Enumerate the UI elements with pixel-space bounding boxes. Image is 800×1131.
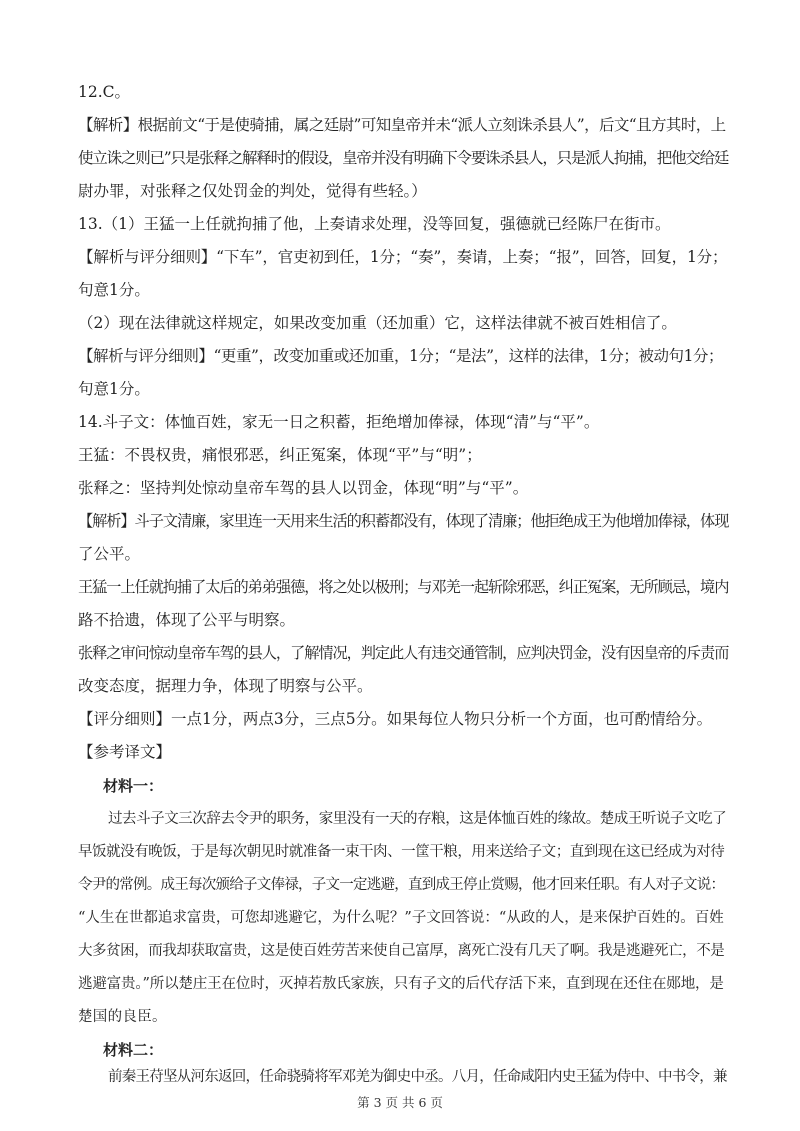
material-1-line-6: 逃避富贵。”所以楚庄王在位时，灭掉若敖氏家族，只有子文的后代存活下来，直到现在还住在郧地，是 (78, 976, 724, 992)
material-1-title: 材料一： (103, 777, 164, 795)
scoring-13-1-line-1: 【解析与评分细则】“下车”，官吏初到任，1分；“奏”，奏请，上奏；“报”，回答，回复，1分； (78, 248, 728, 266)
analysis-12-line-1: 【解析】根据前文“于是使骑捕，属之廷尉”可知皇帝并未“派人立刻诛杀县人”，后文“且方其时，上 (78, 116, 726, 134)
scoring-13-1-line-2: 句意1分。 (78, 281, 150, 299)
material-1-line-2: 早饭就没有晚饭，于是每次朝见时就准备一束干肉、一筐干粮，用来送给子文；直到现在这已经成为对待 (78, 844, 725, 860)
material-2-title: 材料二： (103, 1041, 164, 1059)
answer-14-wangmeng: 王猛：不畏权贵，痛恨邪恶，纠正冤案，体现“平”与“明”； (78, 446, 482, 464)
material-1-line-3: 令尹的常例。成王每次颁给子文俸禄，子文一定逃避，直到成王停止赏赐，他才回来任职。有人对子文说： (78, 877, 725, 893)
analysis-14-line-2: 了公平。 (78, 545, 141, 563)
scoring-14: 【评分细则】一点1分，两点3分，三点5分。如果每位人物只分析一个方面，也可酌情给分。 (78, 710, 713, 728)
scoring-13-2-line-2: 句意1分。 (78, 380, 150, 398)
analysis-14-line-1: 【解析】斗子文清廉，家里连一天用来生活的积蓄都没有，体现了清廉；他拒绝成王为他增加俸禄，体现 (78, 512, 729, 530)
material-1-line-7: 楚国的良臣。 (78, 1009, 167, 1025)
analysis-14-line-4: 路不拾遗，体现了公平与明察。 (78, 611, 296, 629)
material-1-line-4: “人生在世都追求富贵，可您却逃避它，为什么呢？”子文回答说：“从政的人，是来保护百姓的。百姓 (78, 910, 724, 926)
material-1-line-5: 大多贫困，而我却获取富贵，这是使百姓劳苦来使自己富厚，离死亡没有几天了啊。我是逃避死亡，不是 (78, 943, 725, 959)
material-2-line-1: 前秦王苻坚从河东返回，任命骁骑将军邓羌为御史中丞。八月，任命咸阳内史王猛为侍中、中书令，兼 (108, 1069, 727, 1085)
page-footer: 第 3 页 共 6 页 (357, 1095, 443, 1110)
answer-14-doziwen: 14.斗子文：体恤百姓，家无一日之积蓄，拒绝增加俸禄，体现“清”与“平”。 (78, 413, 600, 431)
analysis-12-line-2: 使立诛之则已”只是张释之解释时的假设，皇帝并没有明确下令要诛杀县人，只是派人拘捕，把他交给廷 (78, 149, 729, 167)
scoring-13-2-line-1: 【解析与评分细则】“更重”，改变加重或还加重，1分；“是法”，这样的法律，1分；被动句1分； (78, 347, 724, 365)
analysis-14-line-5: 张释之审问惊动皇帝车驾的县人，了解情况，判定此人有违交通管制，应判决罚金，没有因皇帝的斥责而 (78, 644, 729, 662)
answer-14-zhangshizhi: 张释之：坚持判处惊动皇帝车驾的县人以罚金，体现“明”与“平”。 (78, 479, 529, 497)
analysis-12-line-3: 尉办罪，对张释之仅处罚金的判处，觉得有些轻。） (78, 182, 427, 200)
analysis-14-line-3: 王猛一上任就拘捕了太后的弟弟强德，将之处以极刑；与邓羌一起斩除邪恶，纠正冤案，无所顾忌，境内 (78, 578, 729, 596)
answer-13-2: （2）现在法律就这样规定，如果改变加重（还加重）它，这样法律就不被百姓相信了。 (78, 314, 677, 332)
answer-12: 12.C。 (78, 83, 131, 101)
material-1-line-1: 过去斗子文三次辞去令尹的职务，家里没有一天的存粮，这是体恤百姓的缘故。楚成王听说子文吃了 (108, 811, 727, 827)
analysis-14-line-6: 改变态度，据理力争，体现了明察与公平。 (78, 677, 373, 695)
answer-13-1: 13.（1）王猛一上任就拘捕了他，上奏请求处理，没等回复，强德就已经陈尸在街市。 (78, 215, 671, 233)
reference-translation-heading: 【参考译文】 (78, 743, 172, 761)
